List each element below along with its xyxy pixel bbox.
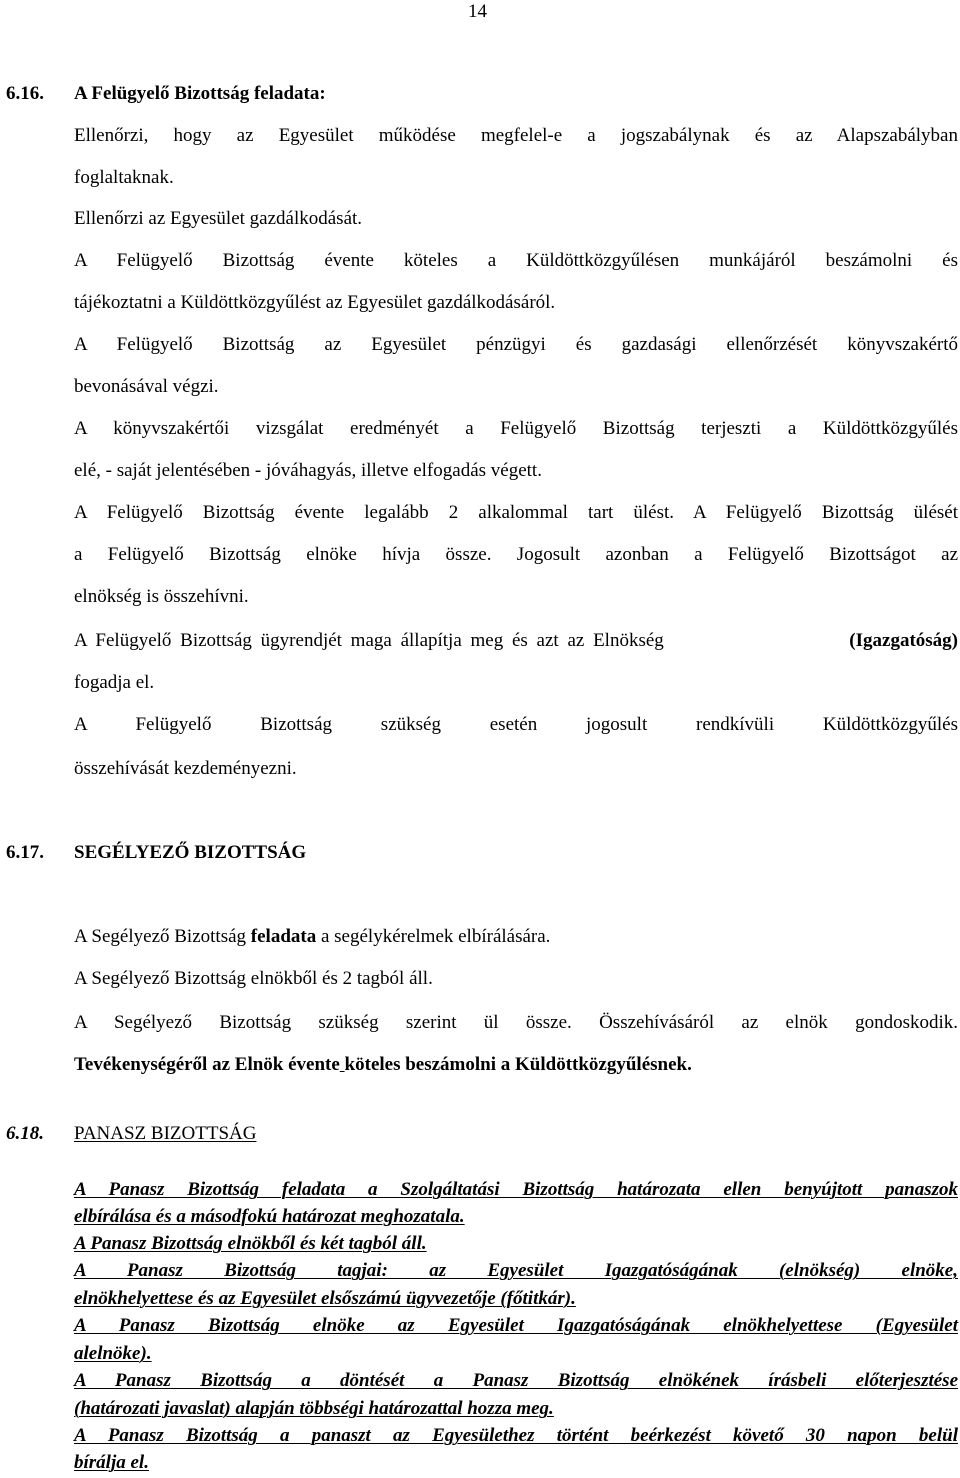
- paragraph-line: bírálja el.: [74, 1452, 149, 1473]
- section-number: 6.16.: [6, 83, 44, 104]
- paragraph-line: (határozati javaslat) alapján többségi határozattal hozza meg.: [74, 1398, 554, 1419]
- paragraph-line: foglaltaknak.: [74, 167, 174, 188]
- paragraph-line: A Felügyelő Bizottság szükség esetén jogosult rendkívüli Küldöttközgyűlés: [74, 714, 958, 735]
- paragraph-line: [74, 1053, 692, 1077]
- paragraph-line: A Felügyelő Bizottság az Egyesület pénzügyi és gazdasági ellenőrzését könyvszakértő: [74, 334, 958, 355]
- paragraph-line: fogadja el.: [74, 672, 155, 693]
- section-title: PANASZ BIZOTTSÁG: [74, 1123, 257, 1144]
- paragraph-line: elnökség is összehívni.: [74, 586, 249, 607]
- paragraph-line: elnökhelyettese és az Egyesület elsőszámú ügyvezetője (főtitkár).: [74, 1288, 576, 1309]
- paragraph-line: A Felügyelő Bizottság évente legalább 2 alkalommal tart ülést. A Felügyelő Bizottság ülését: [74, 502, 958, 523]
- paragraph-line: A könyvszakértői vizsgálat eredményét a Felügyelő Bizottság terjeszti a Küldöttközgyűlés: [74, 418, 958, 439]
- paragraph-line: [74, 629, 958, 653]
- paragraph-line: A Panasz Bizottság elnökből és két tagból áll.: [74, 1233, 427, 1254]
- paragraph-line: A Panasz Bizottság a panaszt az Egyesülethez történt beérkezést követő 30 napon belül: [74, 1425, 958, 1446]
- paragraph-line: A Segélyező Bizottság elnökből és 2 tagból áll.: [74, 968, 433, 989]
- paragraph-line: A Panasz Bizottság elnöke az Egyesület Igazgatóságának elnökhelyettese (Egyesület: [74, 1315, 958, 1336]
- paragraph-line: a Felügyelő Bizottság elnöke hívja össze. Jogosult azonban a Felügyelő Bizottságot az: [74, 544, 958, 565]
- paragraph-line: A Panasz Bizottság feladata a Szolgáltatási Bizottság határozata ellen benyújtott panaszok: [74, 1179, 958, 1200]
- section-number: 6.18.: [6, 1123, 44, 1144]
- text-run: köteles beszámolni a Küldöttközgyűlésnek.: [344, 1054, 692, 1075]
- section-title: A Felügyelő Bizottság feladata:: [74, 83, 326, 104]
- paragraph-line: Ellenőrzi, hogy az Egyesület működése megfelel-e a jogszabálynak és az Alapszabályban: [74, 125, 958, 146]
- text-run: Tevékenységéről az Elnök évente: [74, 1054, 340, 1075]
- paragraph-line: A Panasz Bizottság a döntését a Panasz Bizottság elnökének írásbeli előterjesztése: [74, 1370, 958, 1391]
- paragraph-line: bevonásával végzi.: [74, 376, 219, 397]
- paragraph-line: A Felügyelő Bizottság évente köteles a Küldöttközgyűlésen munkájáról beszámolni és: [74, 250, 958, 271]
- paragraph-line: tájékoztatni a Küldöttközgyűlést az Egyesület gazdálkodásáról.: [74, 292, 556, 313]
- paragraph-line: A Panasz Bizottság tagjai: az Egyesület Igazgatóságának (elnökség) elnöke,: [74, 1260, 958, 1281]
- paragraph-line: összehívását kezdeményezni.: [74, 758, 297, 779]
- paragraph-line: elbírálása és a másodfokú határozat meghozatala.: [74, 1206, 465, 1227]
- rules-text: A Felügyelő Bizottság ügyrendjét maga állapítja meg és azt az Elnökség: [74, 630, 664, 651]
- text-run: a segélykérelmek elbírálására.: [316, 926, 551, 947]
- text-run: A Segélyező Bizottság: [74, 926, 251, 947]
- rules-bold-text: (Igazgatóság): [849, 630, 958, 651]
- paragraph-line: alelnöke).: [74, 1343, 152, 1364]
- section-number: 6.17.: [6, 842, 44, 863]
- paragraph-line: Ellenőrzi az Egyesület gazdálkodását.: [74, 208, 363, 229]
- paragraph-line: [74, 925, 550, 949]
- page-number: 14: [468, 1, 487, 22]
- paragraph-line: elé, - saját jelentésében - jóváhagyás, illetve elfogadás végett.: [74, 460, 542, 481]
- bold-text-run: feladata: [250, 926, 317, 947]
- section-title: SEGÉLYEZŐ BIZOTTSÁG: [74, 842, 307, 863]
- paragraph-line: A Segélyező Bizottság szükség szerint ül össze. Összehívásáról az elnök gondoskodik.: [74, 1012, 958, 1033]
